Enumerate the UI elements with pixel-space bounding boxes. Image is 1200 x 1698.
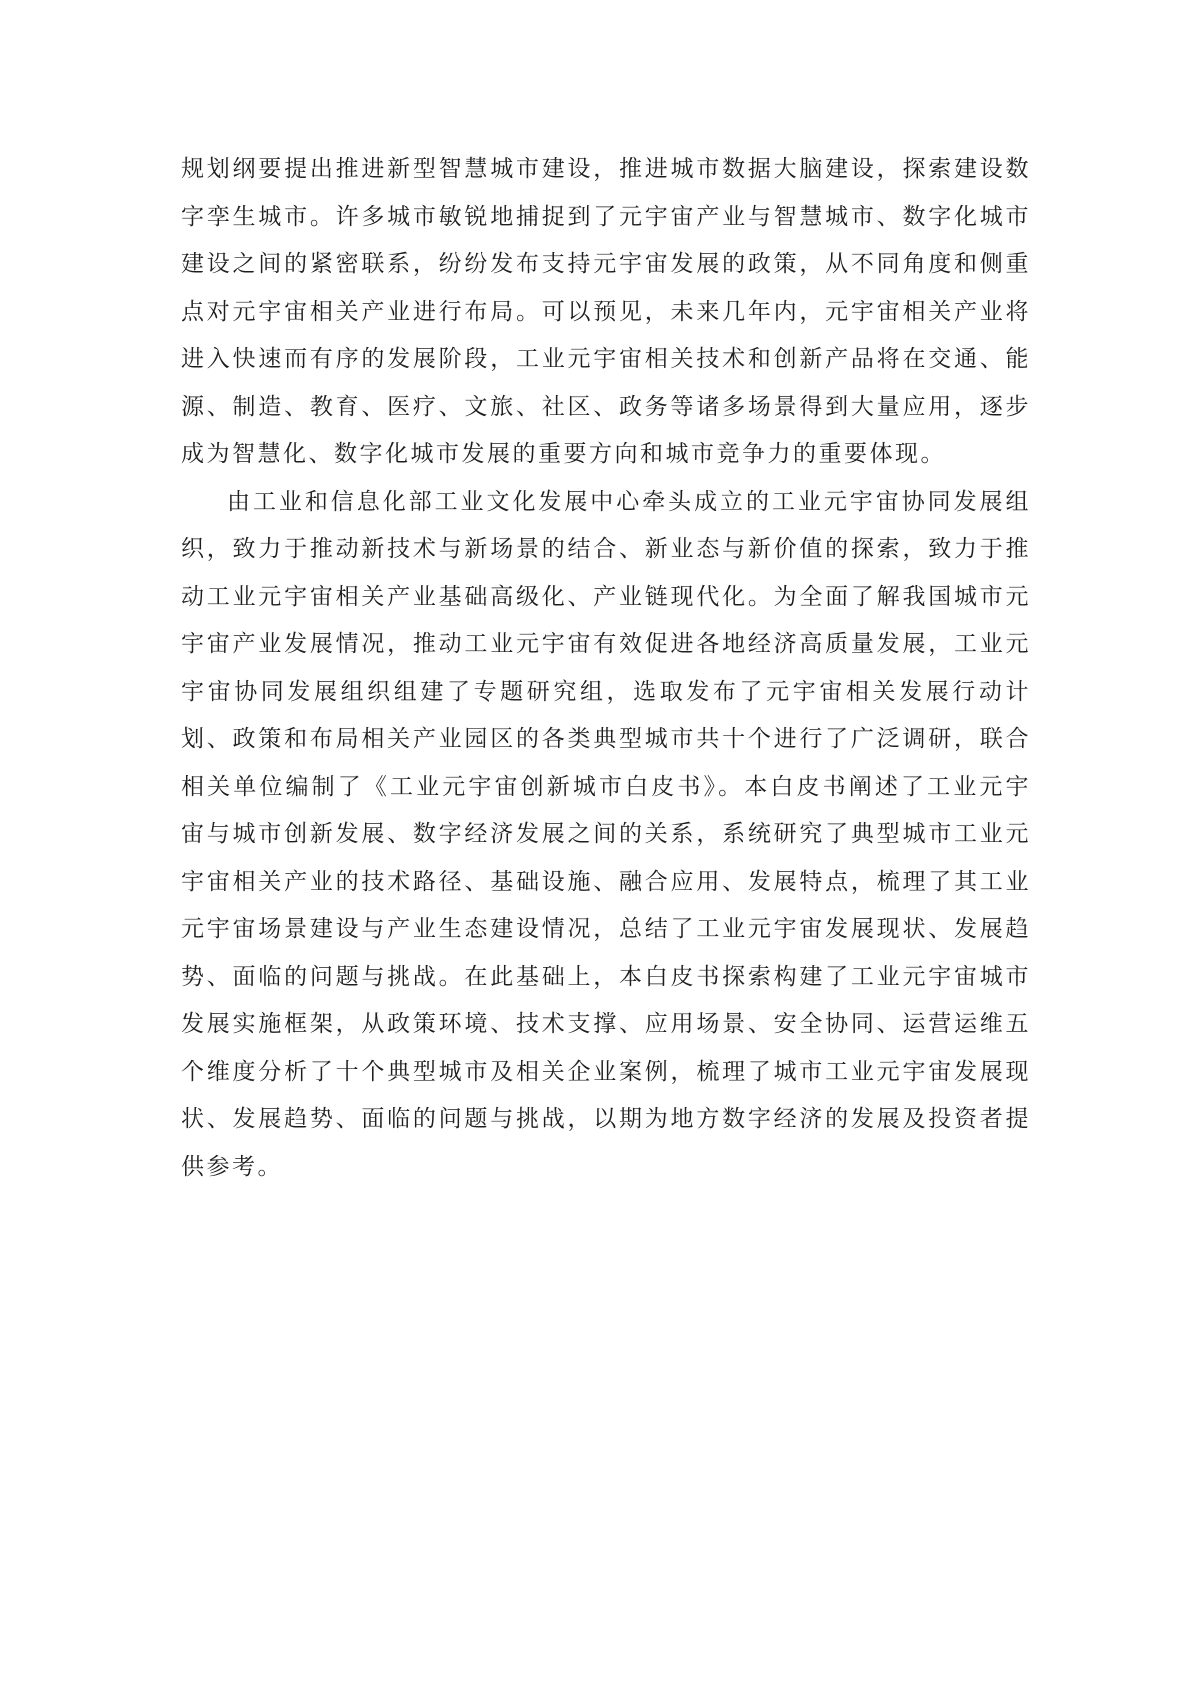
document-body [181, 146, 1031, 1191]
paragraph-white-paper-intro: 由工业和信息化部工业文化发展中心牵头成立的工业元宇宙协同发展组织，致力于推动新技术与新场景的结合、新业态与新价值的探索，致力于推动工业元宇宙相关产业基础高级化、产业链现代化。为全面了解我国城市元宇宙产业发展情况，推动工业元宇宙有效促进各地经济高质量发展，工业元宇宙协同发展组织组建了专题研究组，选取发布了元宇宙相关发展行动计划、政策和布局相关产业园区的各类典型城市共十个进行了广泛调研，联合相关单位编制了《工业元宇宙创新城市白皮书》。本白皮书阐述了工业元宇宙与城市创新发展、数字经济发展之间的关系，系统研究了典型城市工业元宇宙相关产业的技术路径、基础设施、融合应用、发展特点，梳理了其工业元宇宙场景建设与产业生态建设情况，总结了工业元宇宙发展现状、发展趋势、面临的问题与挑战。在此基础上，本白皮书探索构建了工业元宇宙城市发展实施框架，从政策环境、技术支撑、应用场景、安全协同、运营运维五个维度分析了十个典型城市及相关企业案例，梳理了城市工业元宇宙发展现状、发展趋势、面临的问题与挑战，以期为地方数字经济的发展及投资者提供参考。 [181, 488, 1031, 1180]
paragraph-continuation: 规划纲要提出推进新型智慧城市建设，推进城市数据大脑建设，探索建设数字孪生城市。许多城市敏锐地捕捉到了元宇宙产业与智慧城市、数字化城市建设之间的紧密联系，纷纷发布支持元宇宙发展的政策，从不同角度和侧重点对元宇宙相关产业进行布局。可以预见，未来几年内，元宇宙相关产业将进入快速而有序的发展阶段，工业元宇宙相关技术和创新产品将在交通、能源、制造、教育、医疗、文旅、社区、政务等诸多场景得到大量应用，逐步成为智慧化、数字化城市发展的重要方向和城市竞争力的重要体现。 [181, 156, 1031, 467]
